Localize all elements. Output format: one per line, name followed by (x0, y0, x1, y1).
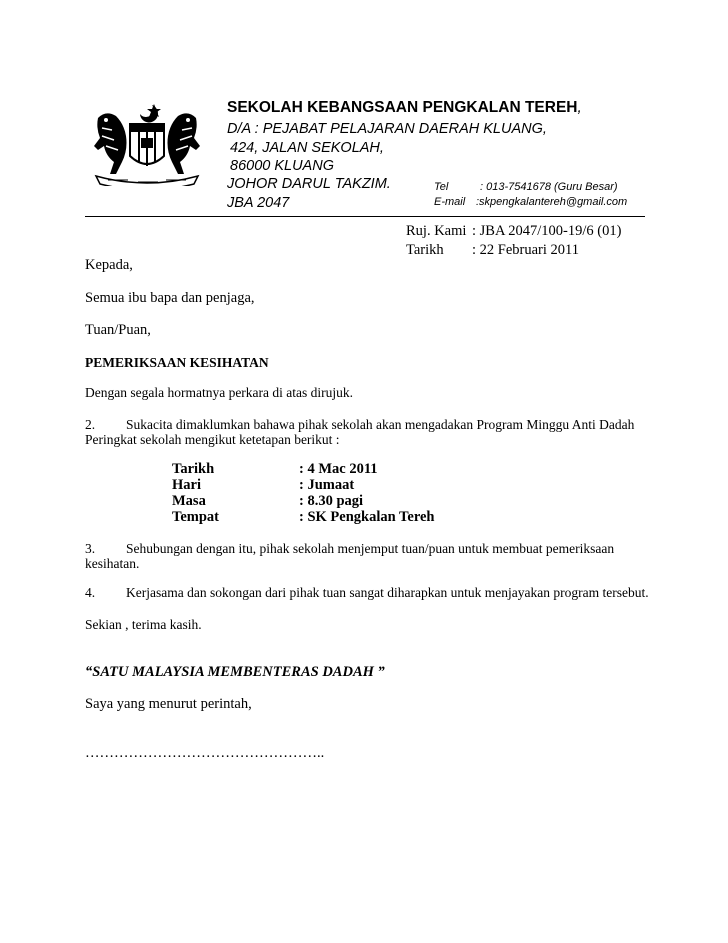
closing: Sekian , terima kasih. (85, 617, 202, 632)
sign-off: Saya yang menurut perintah, (85, 696, 252, 712)
subject: PEMERIKSAAN KESIHATAN (85, 355, 269, 370)
event-value-date: : 4 Mac 2011 (299, 461, 378, 477)
paragraph-2-line-1: Sukacita dimaklumkan bahawa pihak sekolah akan mengadakan Program Minggu Anti Dadah (126, 417, 635, 432)
paragraph-4-number: 4. (85, 585, 96, 600)
coat-of-arms-icon (88, 100, 206, 186)
event-value-time: : 8.30 pagi (299, 493, 364, 509)
paragraph-3-number: 3. (85, 541, 96, 556)
header-divider (85, 216, 645, 217)
email-label: E-mail (434, 196, 466, 208)
address-line-1: D/A : PEJABAT PELAJARAN DAERAH KLUANG, (227, 121, 547, 137)
event-label-date: Tarikh (172, 461, 215, 477)
event-label-day: Hari (172, 477, 201, 493)
event-value-day: : Jumaat (299, 477, 355, 493)
signature-line: ………………………………………….. (85, 745, 325, 761)
event-label-time: Masa (172, 493, 206, 509)
event-value-place: : SK Pengkalan Tereh (299, 509, 435, 525)
event-label-place: Tempat (172, 509, 219, 525)
tel-value: : 013-7541678 (Guru Besar) (480, 181, 618, 193)
address-line-3: 86000 KLUANG (230, 158, 334, 174)
motto: “SATU MALAYSIA MEMBENTERAS DADAH ” (85, 664, 385, 680)
paragraph-3-line-1: Sehubungan dengan itu, pihak sekolah menjemput tuan/puan untuk membuat pemeriksaan (126, 541, 615, 556)
address-line-5: JBA 2047 (227, 195, 290, 211)
paragraph-4-line-1: Kerjasama dan sokongan dari pihak tuan sangat diharapkan untuk menjayakan program tersebut. (126, 585, 649, 600)
tel-label: Tel (434, 181, 449, 193)
school-name: SEKOLAH KEBANGSAAN PENGKALAN TEREH, (227, 99, 582, 116)
addressee-label: Kepada, (85, 257, 133, 273)
recipient: Semua ibu bapa dan penjaga, (85, 290, 255, 306)
address-line-2: 424, JALAN SEKOLAH, (230, 140, 384, 156)
paragraph-1: Dengan segala hormatnya perkara di atas dirujuk. (85, 385, 354, 400)
date-value: : 22 Februari 2011 (472, 242, 579, 258)
paragraph-2-line-2: Peringkat sekolah mengikut ketetapan berikut : (85, 432, 340, 447)
email-value: :skpengkalantereh@gmail.com (476, 196, 628, 208)
ref-label: Ruj. Kami (406, 223, 467, 239)
date-label: Tarikh (406, 242, 444, 258)
paragraph-2-number: 2. (85, 417, 96, 432)
ref-value: : JBA 2047/100-19/6 (01) (472, 223, 622, 239)
paragraph-3-line-2: kesihatan. (85, 556, 140, 571)
salutation: Tuan/Puan, (85, 322, 151, 338)
address-line-4: JOHOR DARUL TAKZIM. (227, 176, 391, 192)
